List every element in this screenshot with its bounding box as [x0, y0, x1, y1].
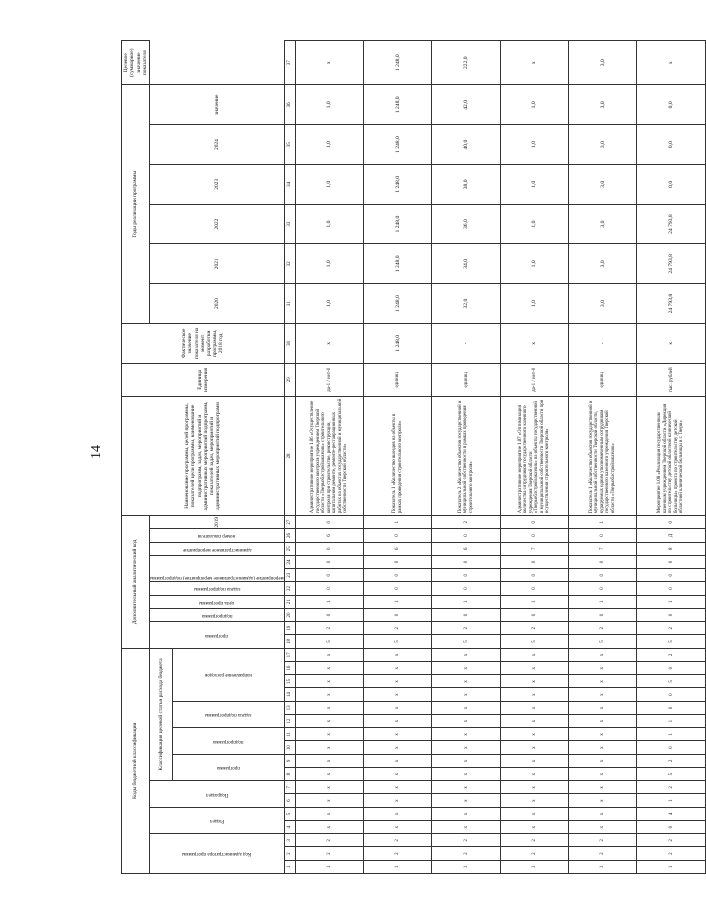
name-header: Наименование программы, целей программы, показателей цели программы, наименование подпрограмм, задач, мероприятий и административных мероприятий подпрограмм, показателей задач, мероприятий и административных мероприятий подпрограмм: [122, 396, 285, 515]
code-cell: 1: [637, 728, 705, 741]
code-cell: х: [569, 701, 637, 714]
code-cell: х: [432, 781, 500, 794]
target-cell: 3,0: [569, 41, 637, 85]
fact-header: Фактическое значение показателя на момент разработки программы, 2018 год: [122, 323, 285, 363]
code-cell: 2: [569, 834, 637, 847]
code-cell: х: [295, 741, 363, 754]
code-cell: 0: [500, 555, 568, 568]
row-name-cell: Показатель 1 «Количество объектов государственной и муниципальной собственности Тверской области, курируемых одним уполномоченным сотрудником государственного казенного учреждения Тверской области «Тверьоблстройзаказчик»: [569, 396, 637, 515]
code-cell: 5: [432, 635, 500, 648]
column-number: 6: [284, 794, 295, 807]
code-cell: 1: [637, 860, 705, 873]
code-cell: х: [500, 675, 568, 688]
year-value-cell: 3,0: [569, 85, 637, 125]
code-cell: х: [364, 701, 432, 714]
unit-cell: да-1 / нет-0: [500, 363, 568, 396]
code-cell: х: [364, 794, 432, 807]
code-cell: 0: [637, 701, 705, 714]
year-value-cell: 1,0: [295, 284, 363, 324]
code-cell: 2: [432, 834, 500, 847]
column-number: 10: [284, 741, 295, 754]
rotated-table-container: [121, 40, 685, 874]
year-value-cell: 3,0: [569, 125, 637, 165]
code-cell: 0: [364, 555, 432, 568]
column-number: 35: [284, 125, 295, 165]
code-cell: 6: [364, 542, 432, 555]
year-value-cell: 40,0: [432, 125, 500, 165]
code-cell: 7: [569, 542, 637, 555]
column-number: 33: [284, 204, 295, 244]
code-cell: х: [569, 662, 637, 675]
code-cell: х: [569, 741, 637, 754]
code-cell: 0: [637, 688, 705, 701]
code-cell: х: [569, 781, 637, 794]
code-cell: х: [432, 741, 500, 754]
column-number: 36: [284, 85, 295, 125]
code-cell: 2: [500, 847, 568, 860]
code-cell: х: [364, 754, 432, 767]
code-cell: 2: [295, 622, 363, 635]
code-cell: 2: [569, 847, 637, 860]
column-number: 19: [284, 622, 295, 635]
fact-cell: х: [500, 323, 568, 363]
column-number: 5: [284, 807, 295, 820]
code-cell: 0: [295, 608, 363, 621]
column-number: 12: [284, 715, 295, 728]
year-value-cell: 1 248,0: [364, 85, 432, 125]
code-cell: 2: [637, 622, 705, 635]
code-cell: 5: [295, 635, 363, 648]
fact-cell: -: [432, 323, 500, 363]
table-row: [295, 41, 363, 874]
code-cell: х: [569, 728, 637, 741]
column-number: 26: [284, 529, 295, 542]
column-numbers-row: [284, 41, 295, 874]
code-cell: 4: [637, 807, 705, 820]
code-cell: 2: [637, 648, 705, 661]
code-cell: 0: [500, 608, 568, 621]
year-value-cell: 0,0: [637, 164, 705, 204]
code-cell: х: [432, 688, 500, 701]
column-number: 15: [284, 675, 295, 688]
column-number: 8: [284, 768, 295, 781]
code-cell: х: [569, 807, 637, 820]
code-cell: 0: [637, 569, 705, 582]
table-row: [569, 41, 637, 874]
code-cell: х: [364, 781, 432, 794]
code-cell: х: [500, 794, 568, 807]
column-number: 11: [284, 728, 295, 741]
code-cell: х: [500, 648, 568, 661]
unit-cell: единиц: [569, 363, 637, 396]
column-number: 3: [284, 834, 295, 847]
code-cell: 0: [432, 582, 500, 595]
code-cell: 2: [637, 847, 705, 860]
fact-cell: -: [569, 323, 637, 363]
code-cell: х: [432, 821, 500, 834]
table-row: [364, 41, 432, 874]
code-cell: х: [364, 662, 432, 675]
code-cell: 0: [637, 821, 705, 834]
code-cell: х: [500, 662, 568, 675]
fact-cell: х: [295, 323, 363, 363]
code-cell: 5: [637, 675, 705, 688]
code-cell: х: [500, 821, 568, 834]
row-name-cell: Показатель 1 «Количество выездов на объекты в рамках проведения строительного контроля»: [364, 396, 432, 515]
add-code-header: Дополнительный аналитический код: [122, 516, 150, 649]
column-number: 20: [284, 608, 295, 621]
code-cell: х: [295, 688, 363, 701]
table-row: [500, 41, 568, 874]
code-cell: 0: [432, 608, 500, 621]
code-cell: 0: [295, 555, 363, 568]
year-value-cell: 1 248,0: [364, 244, 432, 284]
code-cell: 2: [364, 847, 432, 860]
code-cell: 2: [432, 622, 500, 635]
code-cell: 0: [569, 569, 637, 582]
code-cell: 0: [569, 608, 637, 621]
code-cell: 1: [637, 794, 705, 807]
code-cell: х: [432, 701, 500, 714]
year-2021: 2021: [150, 244, 285, 284]
year-value-cell: 24 793,8: [637, 244, 705, 284]
add-indicator-header: номер показателя: [150, 529, 285, 542]
code-cell: х: [295, 675, 363, 688]
code-cell: х: [500, 701, 568, 714]
year-value-cell: 1,0: [500, 204, 568, 244]
code-cell: 1: [569, 516, 637, 529]
code-cell: х: [432, 728, 500, 741]
fact-cell: 1 248,0: [364, 323, 432, 363]
year-2019: 2019: [150, 516, 285, 529]
code-cell: х: [569, 794, 637, 807]
column-number: 13: [284, 701, 295, 714]
code-cell: 1: [432, 860, 500, 873]
column-number: 18: [284, 635, 295, 648]
year-value-cell: 3,0: [569, 164, 637, 204]
add-goal-header: цель программы: [150, 595, 285, 608]
razdel-header: Раздел: [150, 807, 285, 834]
code-cell: х: [295, 794, 363, 807]
target-cell: 222,0: [432, 41, 500, 85]
code-cell: 1: [432, 595, 500, 608]
unit-header: Единица измерения: [122, 363, 285, 396]
code-cell: х: [569, 688, 637, 701]
code-cell: 2: [637, 754, 705, 767]
year-value-cell: 1,0: [500, 244, 568, 284]
code-cell: 2: [432, 847, 500, 860]
unit-cell: единиц: [432, 363, 500, 396]
column-number: 9: [284, 754, 295, 767]
code-cell: 1: [364, 860, 432, 873]
code-cell: 0: [364, 608, 432, 621]
code-cell: х: [569, 675, 637, 688]
code-cell: х: [295, 648, 363, 661]
year-value-cell: 1 248,0: [364, 164, 432, 204]
code-cell: х: [432, 807, 500, 820]
code-cell: х: [364, 648, 432, 661]
code-cell: х: [364, 768, 432, 781]
code-cell: 0: [569, 529, 637, 542]
code-cell: 6: [295, 529, 363, 542]
csr-task-header: задача подпрограммы: [173, 701, 285, 728]
column-number: 27: [284, 516, 295, 529]
code-cell: х: [432, 768, 500, 781]
column-number: 37: [284, 41, 295, 85]
admin-code-header: Код администратора программы: [150, 834, 285, 874]
column-number: 16: [284, 662, 295, 675]
code-cell: 8: [637, 542, 705, 555]
program-indicators-table: [121, 40, 706, 874]
year-value-cell: 1,0: [500, 125, 568, 165]
code-cell: 0: [364, 569, 432, 582]
column-number: 32: [284, 244, 295, 284]
column-number: 17: [284, 648, 295, 661]
code-cell: 5: [500, 635, 568, 648]
year-value-cell: 1,0: [500, 85, 568, 125]
code-cell: 0: [364, 582, 432, 595]
code-cell: 0: [500, 569, 568, 582]
table-row: [432, 41, 500, 874]
page-number: 14: [89, 445, 104, 459]
code-cell: 0: [569, 555, 637, 568]
code-cell: х: [432, 754, 500, 767]
year-2024: 2024: [150, 125, 285, 165]
code-cell: 0: [637, 662, 705, 675]
year-2023: 2023: [150, 164, 285, 204]
row-name-cell: Мероприятие 1.08 «Реализация государственным казенным учреждением Тверской области «Дирекция по строительству детской областной клинической больницы» проекта по строительству детской областной клинической больницы в г. Твери»: [637, 396, 705, 515]
year-value-cell: 1 248,0: [364, 284, 432, 324]
year-value-cell: 0,0: [637, 125, 705, 165]
year-value-cell: 1 248,0: [364, 204, 432, 244]
code-cell: х: [500, 768, 568, 781]
year-value-cell: 36,0: [432, 204, 500, 244]
table-body: [295, 41, 705, 874]
code-cell: 0: [432, 555, 500, 568]
code-cell: 5: [364, 635, 432, 648]
code-cell: 0: [295, 569, 363, 582]
code-cell: 1: [637, 595, 705, 608]
code-cell: х: [364, 807, 432, 820]
column-number: 23: [284, 569, 295, 582]
add-measure-header: мероприятие (административное мероприятие) подпрограммы: [150, 555, 285, 582]
code-cell: 5: [637, 768, 705, 781]
code-cell: х: [500, 688, 568, 701]
code-cell: х: [295, 662, 363, 675]
code-cell: 7: [500, 542, 568, 555]
column-number: 14: [284, 688, 295, 701]
column-number: 2: [284, 847, 295, 860]
code-cell: 0: [295, 542, 363, 555]
code-cell: 1: [364, 516, 432, 529]
code-cell: 0: [637, 582, 705, 595]
code-cell: х: [500, 715, 568, 728]
year-value-cell: 24 793,8: [637, 284, 705, 324]
year-value-cell: 24 793,8: [637, 204, 705, 244]
year-value-cell: 34,0: [432, 244, 500, 284]
code-cell: 1: [569, 595, 637, 608]
code-cell: х: [500, 754, 568, 767]
code-cell: х: [569, 648, 637, 661]
code-cell: 0: [364, 529, 432, 542]
column-number: 29: [284, 363, 295, 396]
code-cell: х: [432, 794, 500, 807]
year-2022: 2022: [150, 204, 285, 244]
code-cell: 5: [569, 635, 637, 648]
fact-cell: х: [637, 323, 705, 363]
code-cell: 0: [637, 555, 705, 568]
code-cell: х: [295, 768, 363, 781]
add-subprogram-header: подпрограмма: [150, 608, 285, 621]
year-value-cell: 1 248,0: [364, 125, 432, 165]
code-cell: х: [364, 728, 432, 741]
code-cell: 1: [295, 595, 363, 608]
code-cell: х: [569, 754, 637, 767]
code-cell: х: [432, 662, 500, 675]
target-header: Целевое (суммарное) значение показателя: [122, 41, 150, 85]
code-cell: 0: [295, 516, 363, 529]
code-cell: 0: [637, 608, 705, 621]
code-cell: х: [569, 715, 637, 728]
code-cell: 1: [500, 595, 568, 608]
code-cell: х: [295, 715, 363, 728]
year-value-cell: 1,0: [295, 244, 363, 284]
unit-cell: тыс. рублей: [637, 363, 705, 396]
code-cell: 2: [500, 834, 568, 847]
podrazdel-header: Подраздел: [150, 781, 285, 808]
year-value-cell: 38,0: [432, 164, 500, 204]
code-cell: 1: [364, 595, 432, 608]
code-cell: 2: [295, 834, 363, 847]
year-value-cell: 1,0: [500, 164, 568, 204]
code-cell: х: [500, 741, 568, 754]
kbk-header: Коды бюджетной классификации: [122, 648, 150, 873]
code-cell: 2: [637, 781, 705, 794]
column-number: 28: [284, 396, 295, 515]
column-number: 25: [284, 542, 295, 555]
code-cell: х: [295, 754, 363, 767]
row-name-cell: Административное мероприятие 1.06 «Осуществление государственного контроля учреждением Тверской области «Тверьоблстройзаказчик» строительного контроля при строительстве, реконструкции, капитальном ремонте, ремонте-реставрационных работах на объектах государственной и муниципальной собственности Тверской области»: [295, 396, 363, 515]
column-number: 22: [284, 582, 295, 595]
year-value-cell: 42,0: [432, 85, 500, 125]
code-cell: 2: [364, 622, 432, 635]
add-program-header: программа: [150, 622, 285, 649]
code-cell: 0: [569, 582, 637, 595]
column-number: 1: [284, 860, 295, 873]
column-number: 7: [284, 781, 295, 794]
code-cell: х: [569, 768, 637, 781]
code-cell: х: [364, 675, 432, 688]
years-header: Годы реализации программы: [122, 85, 150, 324]
code-cell: х: [295, 821, 363, 834]
year-value-cell: 1,0: [295, 85, 363, 125]
code-cell: х: [295, 701, 363, 714]
year-value-cell: 1,0: [500, 284, 568, 324]
code-cell: 2: [432, 516, 500, 529]
code-cell: х: [500, 807, 568, 820]
code-cell: х: [432, 648, 500, 661]
target-cell: х: [637, 41, 705, 85]
csr-direction-header: направление расходов: [173, 648, 285, 701]
code-cell: х: [432, 675, 500, 688]
year-value-cell: 1,0: [295, 204, 363, 244]
code-cell: х: [295, 728, 363, 741]
code-cell: х: [364, 821, 432, 834]
code-cell: х: [500, 781, 568, 794]
code-cell: 0: [432, 569, 500, 582]
target-cell: х: [500, 41, 568, 85]
code-cell: 6: [432, 542, 500, 555]
target-cell: 1 248,0: [364, 41, 432, 85]
code-cell: 2: [637, 834, 705, 847]
year-value-cell: 0,0: [637, 85, 705, 125]
code-cell: 0: [500, 516, 568, 529]
target-cell: х: [295, 41, 363, 85]
year-value-cell: 1,0: [295, 164, 363, 204]
year-2020: 2020: [150, 284, 285, 324]
table-row: [637, 41, 705, 874]
code-cell: 1: [637, 715, 705, 728]
column-number: 34: [284, 164, 295, 204]
year-value-cell: 32,0: [432, 284, 500, 324]
code-cell: 0: [637, 741, 705, 754]
unit-cell: единиц: [364, 363, 432, 396]
code-cell: 0: [432, 529, 500, 542]
code-cell: Д: [637, 529, 705, 542]
code-cell: 5: [637, 635, 705, 648]
year-value-cell: 3,0: [569, 244, 637, 284]
add-event-header: административное мероприятие: [150, 542, 285, 555]
code-cell: 0: [637, 516, 705, 529]
column-number: 24: [284, 555, 295, 568]
target-value-header: значение: [150, 85, 285, 125]
column-number: 30: [284, 323, 295, 363]
column-number: 4: [284, 821, 295, 834]
year-value-cell: 3,0: [569, 204, 637, 244]
code-cell: 2: [364, 834, 432, 847]
unit-cell: да-1 / нет-0: [295, 363, 363, 396]
code-cell: х: [432, 715, 500, 728]
csr-program-header: программа: [173, 754, 285, 781]
code-cell: 1: [295, 860, 363, 873]
code-cell: 2: [295, 847, 363, 860]
code-cell: 2: [569, 622, 637, 635]
code-cell: 0: [500, 529, 568, 542]
code-cell: 1: [500, 860, 568, 873]
row-name-cell: Административное мероприятие 1.07 «Оптимизация количества сотрудников государственного казенного учреждения Тверской области «Тверьоблстройзаказчик» на объекты государственной и муниципальной собственности Тверской области при осуществлении строительного контроля»: [500, 396, 568, 515]
year-value-cell: 3,0: [569, 284, 637, 324]
code-cell: х: [364, 715, 432, 728]
code-cell: 1: [569, 860, 637, 873]
csr-subprogram-header: подпрограмма: [173, 728, 285, 755]
csr-header: Классификация целевой статьи расхода бюджета: [150, 648, 173, 781]
column-number: 31: [284, 284, 295, 324]
code-cell: 2: [500, 622, 568, 635]
row-name-cell: Показатель 2 «Количество объектов государственной и муниципальной собственности в рамках проведения строительного контроля»: [432, 396, 500, 515]
code-cell: х: [295, 781, 363, 794]
year-value-cell: 1,0: [295, 125, 363, 165]
code-cell: 0: [500, 582, 568, 595]
column-number: 21: [284, 595, 295, 608]
code-cell: х: [569, 821, 637, 834]
code-cell: 0: [295, 582, 363, 595]
add-task-header: задача подпрограммы: [150, 582, 285, 595]
code-cell: х: [295, 807, 363, 820]
code-cell: х: [364, 688, 432, 701]
code-cell: х: [364, 741, 432, 754]
code-cell: х: [500, 728, 568, 741]
